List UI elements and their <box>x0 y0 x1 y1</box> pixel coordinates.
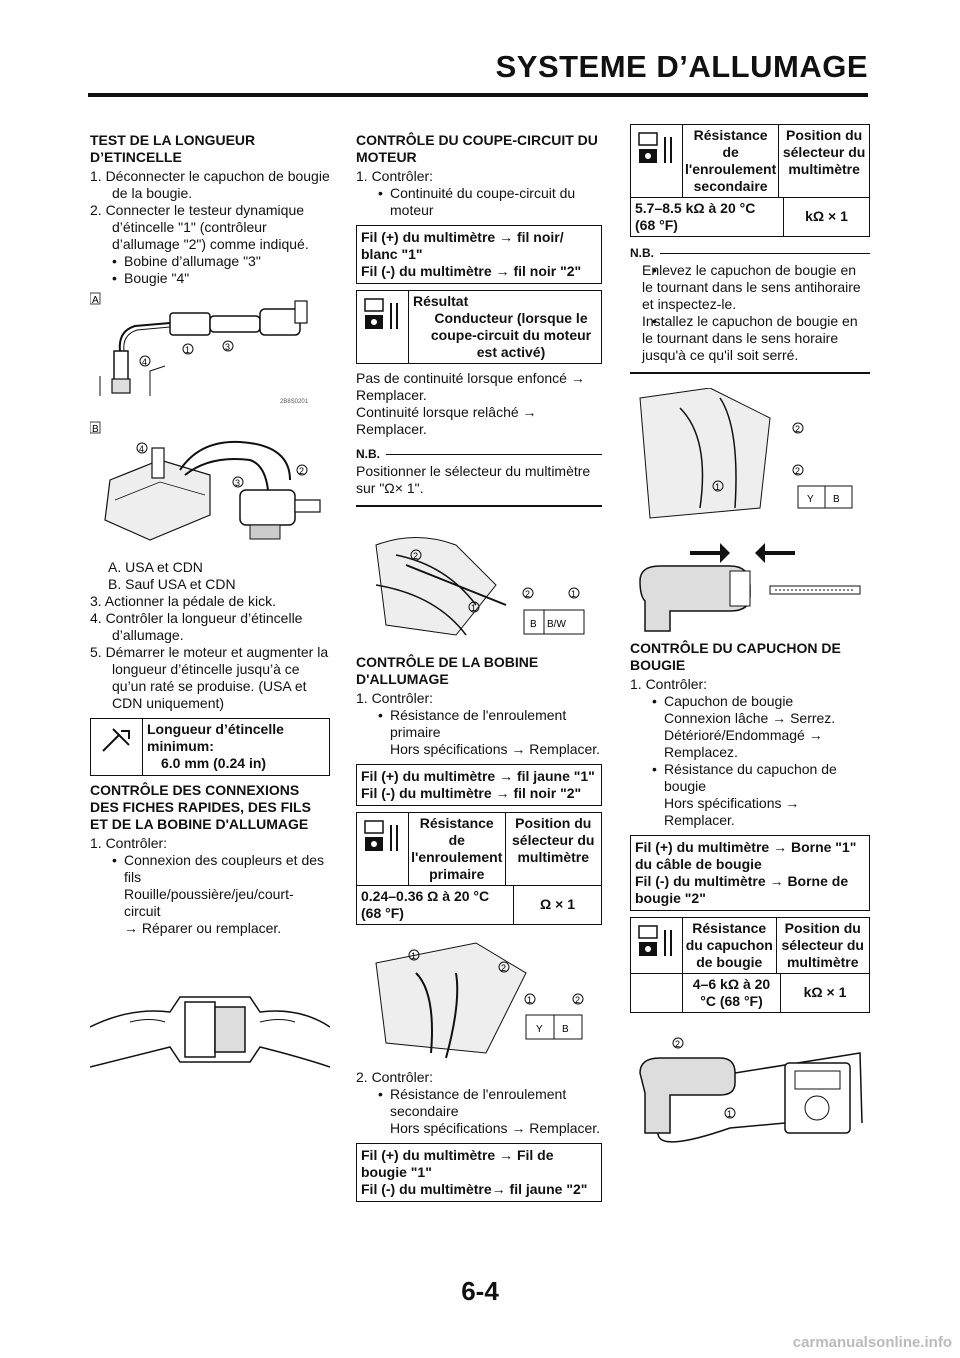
multimeter-icon <box>357 291 409 363</box>
col-header-resistance: Résistance du capuchon de bougie <box>683 918 777 973</box>
conn-step-1: 1. Contrôler: <box>90 835 168 851</box>
svg-text:2: 2 <box>675 1038 681 1049</box>
ic-cont-2: Hors spécifications → Remplacer. <box>390 1119 601 1136</box>
figure-ignition-coil <box>356 933 602 1065</box>
wrench-icon <box>91 719 143 775</box>
note-text: Positionner le sélecteur du multimètre sur "Ω× 1". <box>356 463 591 496</box>
note-bullet-2: • Installez le capuchon de bougie en le tournant dans le sens horaire jusqu'à ce qu'il soit serré. <box>630 313 870 364</box>
ic-step-2: 2. Contrôler: <box>356 1068 434 1085</box>
svg-text:1: 1 <box>727 1108 733 1119</box>
col-header-resistance: Résistance de l'enroulement primaire <box>409 813 506 885</box>
svg-text:4: 4 <box>139 444 145 454</box>
ic-bullet-2: • Résistance de l'enroulement secondaire <box>356 1086 602 1120</box>
para-no-continuity: Pas de continuité lorsque enfoncé → Remplacer. <box>356 370 585 403</box>
figure-spark-tester-a <box>90 291 330 416</box>
spec-value: 6.0 mm (0.24 in) <box>161 755 267 771</box>
step-1: 1. Déconnecter le capuchon de bougie de la bougie. <box>90 168 330 201</box>
spec-box-secondary <box>356 1143 602 1202</box>
para-continuity: Continuité lorsque relâché → Remplacer. <box>356 404 537 437</box>
ks-step-1: 1. Contrôler: <box>356 168 434 184</box>
column-left <box>90 132 330 1091</box>
svg-text:A: A <box>92 295 99 306</box>
svg-text:2: 2 <box>795 465 801 476</box>
box-line-1: Fil (+) du multimètre → Borne "1" du câble de bougie <box>635 838 857 872</box>
pc-cont-3: Hors spécifications → Remplacer. <box>664 794 800 828</box>
section-title-plug-cap: CONTRÔLE DU CAPUCHON DE BOUGIE <box>630 639 841 673</box>
spec-box-plug-cap <box>630 835 870 911</box>
svg-text:2: 2 <box>525 588 531 599</box>
caption-b: B. Sauf USA et CDN <box>108 576 236 592</box>
ic-cont-1: Hors spécifications → Remplacer. <box>390 740 601 757</box>
multimeter-icon <box>631 918 683 973</box>
figure-plug-cap-rotation <box>630 531 870 636</box>
header-rule <box>88 93 868 97</box>
svg-text:1: 1 <box>715 481 721 492</box>
svg-text:2: 2 <box>575 994 581 1005</box>
pc-bullet-1: • Capuchon de bougie <box>630 693 870 710</box>
svg-text:3: 3 <box>235 478 241 488</box>
step-4: 4. Contrôler la longueur d’étincelle d’allumage. <box>90 610 303 643</box>
col-header-selector: Position du sélecteur du multimètre <box>512 814 595 865</box>
col-header-selector: Position du sélecteur du multimètre <box>782 127 866 177</box>
svg-text:1: 1 <box>185 345 191 355</box>
pc-step-1: 1. Contrôler: <box>630 675 708 692</box>
svg-text:3: 3 <box>225 342 231 352</box>
column-right <box>630 124 870 1147</box>
box-line-2: Fil (-) du multimètre→ fil jaune "2" <box>361 1180 588 1197</box>
value-resistance: 5.7–8.5 kΩ à 20 °C (68 °F) <box>631 198 784 236</box>
conn-cont-2: → Réparer ou remplacer. <box>124 920 282 936</box>
pc-bullet-2: • Résistance du capuchon de bougie <box>630 761 870 795</box>
section-title-kill-switch: CONTRÔLE DU COUPE-CIRCUIT DU MOTEUR <box>356 132 598 165</box>
ic-step-1: 1. Contrôler: <box>356 689 434 706</box>
section-title-connections: CONTRÔLE DES CONNEXIONS DES FICHES RAPIDES, DES FILS ET DE LA BOBINE D'ALLUMAGE <box>90 782 311 832</box>
svg-text:1: 1 <box>571 588 577 599</box>
column-middle <box>356 132 602 1208</box>
figure-plug-cap-test <box>630 1033 870 1143</box>
svg-text:1: 1 <box>527 994 533 1005</box>
spec-box-primary <box>356 764 602 806</box>
table-secondary <box>630 124 870 237</box>
step-5: 5. Démarrer le moteur et augmenter la longueur d’étincelle jusqu’à ce qu’un raté se produise. (USA et CDN uniquement) <box>90 644 329 711</box>
value-resistance: 0.24–0.36 Ω à 20 °C (68 °F) <box>357 886 514 924</box>
box-line-2: Fil (-) du multimètre → fil noir "2" <box>361 784 582 801</box>
pc-cont-1: Connexion lâche → Serrez. <box>664 709 836 726</box>
conn-bullet-1: • Connexion des coupleurs et des fils <box>90 852 330 886</box>
result-value: Conducteur (lorsque le coupe-circuit du moteur est activé) <box>430 310 592 360</box>
conn-cont-1: Rouille/poussière/jeu/court-circuit <box>124 886 294 919</box>
value-selector: kΩ × 1 <box>805 208 848 224</box>
bullet-ignition-coil: • Bobine d’allumage "3" <box>90 253 330 270</box>
box-line-2: Fil (-) du multimètre → fil noir "2" <box>361 263 582 279</box>
col-header-selector: Position du sélecteur du multimètre <box>781 919 864 970</box>
svg-text:1: 1 <box>411 950 417 961</box>
svg-text:B: B <box>92 424 99 435</box>
svg-text:Y: Y <box>807 493 814 505</box>
svg-text:B: B <box>562 1023 569 1035</box>
section-title-ignition-coil: CONTRÔLE DE LA BOBINE D'ALLUMAGE <box>356 653 539 687</box>
table-primary <box>356 812 602 925</box>
svg-text:2: 2 <box>413 550 419 561</box>
svg-text:Y: Y <box>536 1023 543 1035</box>
value-selector: kΩ × 1 <box>803 983 847 1000</box>
pc-cont-2: Détérioré/Endommagé → Remplacez. <box>664 726 823 760</box>
note-bullet-1: • Enlevez le capuchon de bougie en le tournant dans le sens antihoraire et inspectez-le. <box>630 262 870 313</box>
watermark: carmanualsonline.info <box>792 1334 952 1351</box>
step-3: 3. Actionner la pédale de kick. <box>90 593 277 609</box>
svg-text:B/W: B/W <box>547 618 566 630</box>
figure-plug-cap-location <box>630 388 870 523</box>
box-line-1: Fil (+) du multimètre → Fil de bougie "1" <box>361 1146 554 1180</box>
svg-text:2: 2 <box>299 466 305 476</box>
result-title: Résultat <box>413 293 469 309</box>
spec-box-kill-switch <box>356 225 602 284</box>
spec-box-spark-gap <box>90 718 330 776</box>
svg-text:2: 2 <box>501 962 507 973</box>
box-line-1: Fil (+) du multimètre → fil noir/ blanc "1" <box>361 229 564 262</box>
step-2: 2. Connecter le testeur dynamique d’étincelle "1" (contrôleur d’allumage "2") comme indiqué. <box>90 202 309 252</box>
page-number: 6-4 <box>461 1276 499 1306</box>
spec-title: Longueur d’étincelle minimum: <box>147 721 284 754</box>
svg-text:2: 2 <box>795 423 801 434</box>
box-line-1: Fil (+) du multimètre → fil jaune "1" <box>361 767 595 784</box>
note-block <box>356 446 602 507</box>
svg-text:1: 1 <box>471 602 477 613</box>
figure-kill-switch <box>356 525 602 650</box>
multimeter-icon <box>357 813 409 885</box>
svg-text:4: 4 <box>142 357 148 367</box>
multimeter-icon <box>631 125 683 197</box>
box-line-2: Fil (-) du multimètre → Borne de bougie "2" <box>635 872 849 906</box>
col-header-resistance: Résistance de l'enroulement secondaire <box>683 125 779 197</box>
table-plug-cap <box>630 917 870 1013</box>
ks-bullet-1: • Continuité du coupe-circuit du moteur <box>356 185 602 219</box>
svg-text:B: B <box>833 493 840 505</box>
figure-coupler <box>90 977 330 1087</box>
svg-text:B: B <box>530 618 537 630</box>
page-title: SYSTEME D’ALLUMAGE <box>495 49 868 84</box>
ic-bullet-1: • Résistance de l'enroulement primaire <box>356 707 602 741</box>
bullet-spark-plug: • Bougie "4" <box>90 270 330 287</box>
section-title-spark-gap: TEST DE LA LONGUEUR D’ETINCELLE <box>90 132 256 165</box>
result-box-kill-switch <box>356 290 602 364</box>
note-block <box>630 245 870 374</box>
figure-spark-tester-b <box>90 420 330 555</box>
svg-text:2B8S0201: 2B8S0201 <box>280 399 309 405</box>
caption-a: A. USA et CDN <box>108 559 203 575</box>
value-resistance: 4–6 kΩ à 20 °C (68 °F) <box>683 974 781 1012</box>
note-label: N.B. <box>356 446 602 463</box>
value-selector: Ω × 1 <box>540 895 575 912</box>
note-label: N.B. <box>630 245 870 262</box>
